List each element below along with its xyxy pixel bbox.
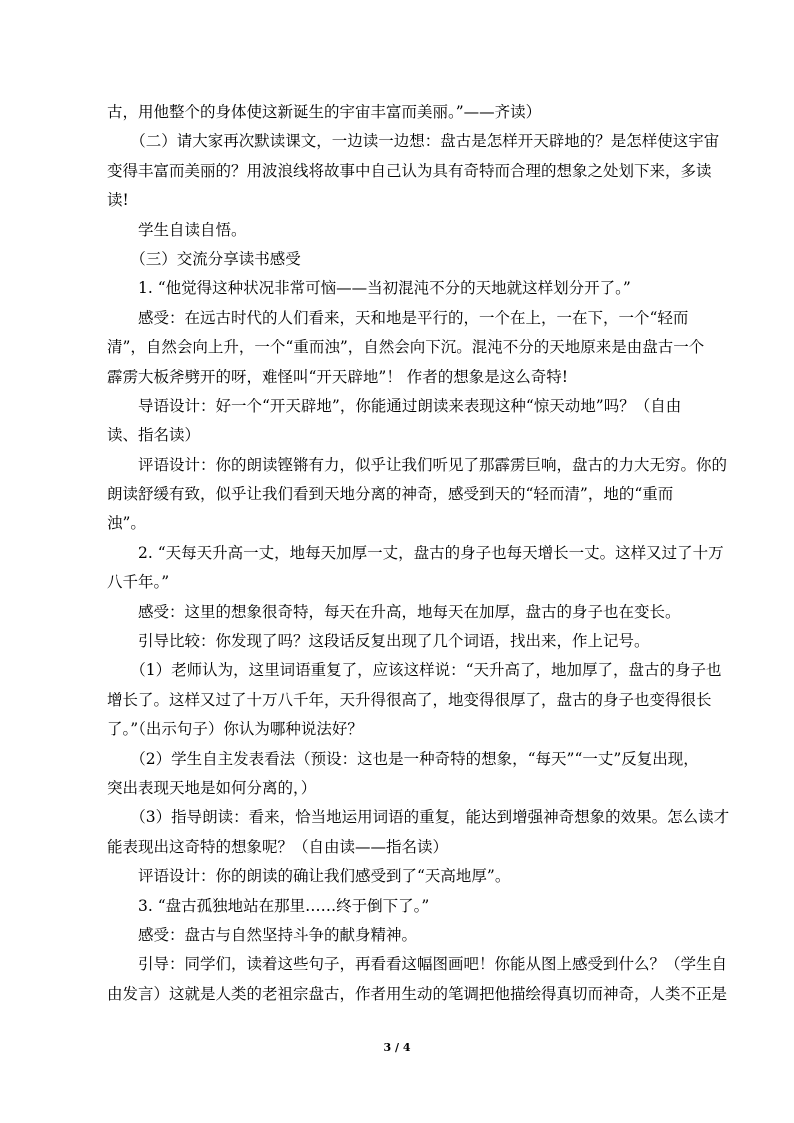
text-line: 感受：盘古与自然坚持斗争的献身精神。	[107, 925, 418, 944]
text-line: 读、指名读）	[107, 426, 201, 445]
section-heading: （三）交流分享读书感受	[107, 249, 301, 268]
text-line: 感受：这里的想象很奇特，每天在升高，地每天在加厚，盘古的身子也在变长。	[107, 602, 681, 621]
text-line: 能表现出这奇特的想象呢？（自由读——指名读）	[107, 837, 449, 856]
text-line: 评语设计：你的朗读铿锵有力，似乎让我们听见了那霹雳巨响，盘古的力大无穷。你的	[107, 455, 728, 474]
text-line: 学生自读自悟。	[107, 220, 247, 239]
text-line: 读!	[107, 191, 129, 210]
text-line: 评语设计：你的朗读的确让我们感受到了“天高地厚”。	[107, 867, 511, 886]
text-line: 突出表现天地是如何分离的，）	[107, 778, 317, 797]
text-line: 增长了。这样又过了十万八千年，天升得很高了，地变得很厚了，盘古的身子也变得很长	[107, 690, 712, 709]
text-line: 引导比较：你发现了吗？这段话反复出现了几个词语，找出来，作上记号。	[107, 632, 650, 651]
text-line: （1）老师认为，这里词语重复了，应该这样说：“天升高了，地加厚了，盘古的身子也	[107, 661, 722, 680]
text-line: 了。”（出示句子）你认为哪种说法好？	[107, 720, 363, 739]
text-line: 朗读舒缓有致，似乎让我们看到天地分离的神奇，感受到天的“轻而清”，地的“重而	[107, 485, 674, 504]
text-line: 霹雳大板斧劈开的呀，难怪叫“开天辟地”！ 作者的想象是这么奇特!	[107, 367, 569, 386]
text-line: 浊”。	[107, 514, 146, 533]
text-line: 清”，自然会向上升，一个“重而浊”，自然会向下沉。混沌不分的天地原来是由盘古一个	[107, 338, 705, 357]
body-text	[107, 98, 730, 1009]
page-number: 3 / 4	[383, 1041, 411, 1054]
text-line: 引导：同学们，读着这些句子，再看看这幅图画吧！你能从图上感受到什么？（学生自	[107, 955, 728, 974]
text-line: 变得丰富而美丽的？用波浪线将故事中自己认为具有奇特而合理的想象之处划下来，多读	[107, 161, 712, 180]
text-line: （二）请大家再次默读课文，一边读一边想：盘古是怎样开天辟地的？是怎样使这宇宙	[107, 132, 720, 151]
text-line: （2）学生自主发表看法（预设：这也是一种奇特的想象，“每天”“一丈”反复出现，	[107, 749, 699, 768]
text-line: 古，用他整个的身体使这新诞生的宇宙丰富而美丽。”——齐读）	[107, 103, 542, 121]
text-line: 由发言）这就是人类的老祖宗盘古，作者用生动的笔调把他描绘得真切而神奇，人类不正是	[107, 984, 728, 1003]
text-line: 导语设计：好一个“开天辟地”，你能通过朗读来表现这种“惊天动地”吗？（自由	[107, 396, 682, 415]
text-line: 2. “天每天升高一丈，地每天加厚一丈，盘古的身子也每天增长一丈。这样又过了十万	[107, 543, 724, 562]
text-line: 1. “他觉得这种状况非常可恼——当初混沌不分的天地就这样划分开了。”	[107, 279, 631, 298]
text-line: 3. “盘古孤独地站在那里……终于倒下了。”	[107, 896, 430, 915]
text-line: 八千年。”	[107, 573, 170, 592]
text-line: （3）指导朗读：看来，恰当地运用词语的重复，能达到增强神奇想象的效果。怎么读才	[107, 808, 730, 827]
text-line: 感受：在远古时代的人们看来，天和地是平行的，一个在上，一在下，一个“轻而	[107, 308, 689, 327]
